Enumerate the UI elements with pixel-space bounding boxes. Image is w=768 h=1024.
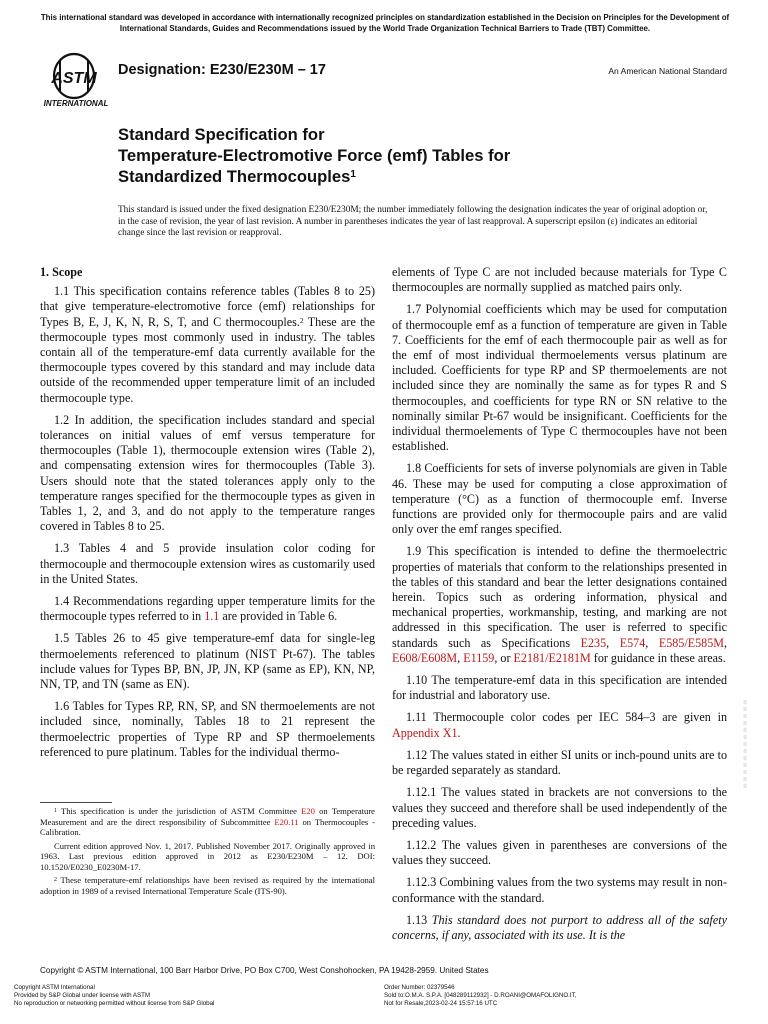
footnote-edition: Current edition approved Nov. 1, 2017. Published November 2017. Originally approved in 1963. Last previous edition approved in 2012 as E230/E230M – 12. DOI: 10.1520/E0230_E0230M-17. (40, 840, 375, 872)
paragraph-1-11-text: 1.11 Thermocouple color codes per IEC 584–3 are given in (406, 710, 727, 725)
footnote-2-text: These temperature-emf relationships have been revised as required by the international adoption in 1989 of a revised International Temperature Scale (ITS-90). (40, 875, 375, 896)
paragraph-1-10: 1.10 The temperature-emf data in this specification are intended for industrial and laboratory use. (392, 673, 727, 703)
copyright-line: Copyright © ASTM International, 100 Barr Harbor Drive, PO Box C700, West Conshohocken, PA 19428-2959. United States (40, 966, 489, 975)
link-e574[interactable]: E574 (619, 635, 646, 650)
wto-notice: This international standard was developed in accordance with internationally recognized principles on standardization established in the Decision on Principles for the Development of International Standards, Guides and Recommendations issued by the World Trade Organization Technical Barriers to Trade (TBT) Committee. (40, 13, 730, 33)
paragraph-1-13-number: 1.13 (406, 912, 432, 927)
issued-note: This standard is issued under the fixed designation E230/E230M; the number immediately following the designation indicates the year of original adoption or, in the case of revision, the year of last revision. A number in parentheses indicates the year of last reapproval. A superscript epsilon (ε) indicates an editorial change since the last revision or reapproval. (118, 205, 708, 239)
footnotes (40, 806, 375, 899)
paragraph-1-13-text: This standard does not purport to address all of the safety concerns, if any, associated with its use. It is the (392, 912, 727, 942)
title-line-3-text: Standardized Thermocouples (118, 167, 351, 186)
logo-subtext: INTERNATIONAL (43, 99, 109, 108)
paragraph-1-12-3: 1.12.3 Combining values from the two systems may result in non-conformance with the standard. (392, 875, 727, 905)
order-block (384, 984, 576, 1008)
footnote-1-text-end: on Thermocouples - Calibration. (40, 816, 375, 837)
paragraph-1-3: 1.3 Tables 4 and 5 provide insulation color coding for thermocouple and thermocouple extension wires as customarily used in the United States. (40, 541, 375, 586)
document-title (118, 124, 678, 187)
link-e1159[interactable]: E1159 (463, 650, 495, 665)
paragraph-1-4-text: 1.4 Recommendations regarding upper temperature limits for the thermocouple types referred to in (40, 594, 375, 624)
order-line-2: Sold to:O.M.A. S.P.A. [048289112932] - D.ROANI@OMAFOLIGNO.IT, (384, 992, 577, 999)
logo-text: ASTM (51, 70, 97, 87)
link-e2181[interactable]: E2181/E2181M (513, 650, 591, 665)
title-line-1: Standard Specification for (118, 125, 325, 144)
left-column (40, 265, 375, 767)
side-watermark (740, 700, 750, 790)
footnote-1-text: This specification is under the jurisdiction of ASTM Committee (57, 806, 302, 816)
link-appendix-x1[interactable]: Appendix X1 (392, 725, 458, 740)
paragraph-1-5: 1.5 Tables 26 to 45 give temperature-emf data for single-leg thermoelements referenced to platinum (NIST Pt-67). The tables include values for Types BP, BN, JP, JN, KP (same as EP), KN, NP, NN, TP, and TN (same as EN). (40, 631, 375, 692)
link-e585[interactable]: E585/E585M (658, 635, 724, 650)
link-e235[interactable]: E235 (580, 635, 607, 650)
paragraph-1-1 (40, 284, 375, 406)
paragraph-1-12: 1.12 The values stated in either SI units or inch-pound units are to be regarded separately as standard. (392, 747, 727, 778)
footnote-rule (40, 802, 112, 803)
footnote-1-text-cont: on Temperature Measurement and are the direct responsibility of Subcommittee (40, 806, 375, 827)
paragraph-1-11 (392, 710, 727, 740)
link-committee-e20[interactable]: E20 (301, 806, 315, 816)
title-line-3 (118, 166, 678, 187)
footnote-1 (40, 806, 375, 838)
paragraph-1-7: 1.7 Polynomial coefficients which may be used for computation of thermocouple emf as a function of temperature are given in Table 7. Coefficients for the emf of each thermocouple pair as well as for the emf of most individual thermoelements versus platinum are included. Coefficients for type RP and SP thermoelements are not included since they are nominally the same as for types R and S thermocouples, and coefficients for type RN or SN relative to the nominally similar Pt-67 would be insignificant. Coefficients for the individual thermoelements of Type C thermocouples have not been established. (392, 302, 727, 454)
footnote-2-mark: 2 (54, 877, 57, 883)
paragraph-1-9-text: 1.9 This specification is intended to define the thermoelectric properties of materials that conform to the relationships presented in the tables of this standard and bear the letter designations contained herein. Topics such as ordering information, physical and mechanical properties, workmanship, testing, and marking are not addressed in this specification. The user is referred to specific standards such as Specifications (392, 544, 727, 650)
paragraph-1-2: 1.2 In addition, the specification includes standard and special tolerances on initial values of emf versus temperature for thermocouples (Table 1), thermocouple extension wires (Table 2), and compensating extension wires for thermocouples (Table 3). Users should note that the stated tolerances apply only to the temperature ranges specified for the thermocouple types as given in Tables 1, 2, and 3, and do not apply to the temperature ranges covered in Tables 8 to 25. (40, 412, 375, 534)
footnote-1-mark: 1 (54, 808, 57, 814)
paragraph-1-9: 1.9 This specification is intended to define the thermoelectric properties of materials that conform to the relationships presented in the tables of this standard and bear the letter designations contained herein. Topics such as ordering information, physical and mechanical properties, workmanship, testing, and marking are not addressed in this specification. The user is referred to specific standards such as Specifications E235, E574, E585/E585M, E608/E608M, E1159, or E2181/E2181M for guidance in these areas. (392, 544, 728, 665)
paragraph-1-6-continued: elements of Type C are not included because materials for Type C thermocouples are normally supplied as matched pairs only. (392, 265, 727, 295)
paragraph-1-12-1: 1.12.1 The values stated in brackets are not conversions to the values they succeed and therefore shall be used independently of the preceding values. (392, 785, 727, 830)
footnote-ref-2: 2 (299, 315, 304, 325)
paragraph-1-13 (392, 913, 727, 943)
paragraph-1-8: 1.8 Coefficients for sets of inverse polynomials are given in Table 46. These may be used for computing a close approximation of temperature (°C) as a function of thermocouple emf. Inverse functions are provided only for thermocouple pairs and are valid only over the emf ranges specified. (392, 461, 727, 537)
paragraph-1-1-text-cont: These are the thermocouple types most commonly used in industry. The tables contain all of the temperature-emf data currently available for the thermocouple types covered by this standard and may include data outside of the recommended upper temperature limit of an included thermocouple type. (40, 314, 375, 405)
right-column (392, 265, 727, 950)
scope-heading: 1. Scope (40, 265, 83, 279)
paragraph-1-11-text-cont: . (457, 725, 461, 740)
title-line-2: Temperature-Electromotive Force (emf) Tables for (118, 146, 511, 165)
paragraph-1-4-text-cont: are provided in Table 6. (219, 609, 338, 624)
link-section-1-1[interactable]: 1.1 (204, 609, 220, 624)
paragraph-1-4 (40, 594, 375, 624)
paragraph-1-9-text-cont: for guidance in these areas. (590, 650, 726, 665)
astm-logo (38, 50, 114, 108)
order-line-3: Not for Resale,2023-02-24 15:57:16 UTC (384, 1000, 498, 1007)
paragraph-1-1-text: 1.1 This specification contains reference tables (Tables 8 to 25) that give temperature-electromotive force (emf) relationships for Types B, E, J, K, N, R, S, T, and C thermocouples. (40, 284, 375, 329)
american-national-standard: An American National Standard (608, 66, 727, 76)
paragraph-1-12-2: 1.12.2 The values given in parentheses are conversions of the values they succeed. (392, 837, 727, 868)
footnote-2 (40, 875, 375, 896)
link-subcommittee-e20-11[interactable]: E20.11 (274, 816, 299, 827)
title-footnote-mark: 1 (350, 169, 356, 180)
order-line-1: Order Number: 02379546 (384, 984, 455, 991)
license-line-1: Copyright ASTM International (14, 984, 95, 991)
license-line-3: No reproduction or networking permitted without license from S&P Global (14, 1000, 215, 1007)
link-e608[interactable]: E608/E608M (392, 650, 458, 665)
license-line-2: Provided by S&P Global under license with ASTM (14, 992, 151, 999)
license-block (14, 984, 214, 1008)
designation: Designation: E230/E230M – 17 (118, 62, 326, 78)
paragraph-1-6: 1.6 Tables for Types RP, RN, SP, and SN thermoelements are not included since, nominally, Tables 18 to 21 represent the thermoelectric properties of Type RP and SP thermoelements referenced to pure platinum. Tables for the individual thermo- (40, 699, 375, 759)
